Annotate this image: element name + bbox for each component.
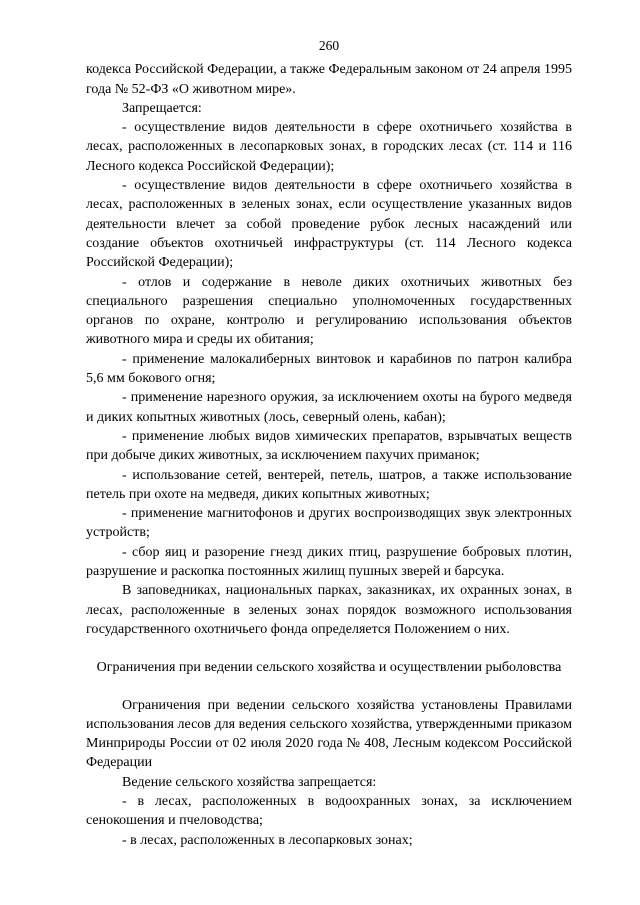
paragraph: Ведение сельского хозяйства запрещается: — [122, 774, 377, 790]
paragraph: Запрещается: — [122, 100, 202, 116]
list-item: - осуществление видов деятельности в сфере охотничьего хозяйства в лесах, расположенных в зеленых зонах, если осуществление указанных видов деятельности влечет за собой проведение рубок лесных насаждений или создание объектов охотничьей инфраструктуры (ст. 114 Лесного кодекса Российской Федерации); — [86, 178, 572, 271]
list-item: - использование сетей, вентерей, петель, шатров, а также использование петель при охоте на медведя, диких копытных животных; — [86, 467, 572, 502]
bottom-text-block — [86, 696, 572, 850]
list-item: - применение малокалиберных винтовок и карабинов по патрон калибра 5,6 мм бокового огня; — [86, 351, 572, 387]
list-item: - осуществление видов деятельности в сфере охотничьего хозяйства в лесах, расположенных в лесопарковых зонах, в городских лесах (ст. 114 и 116 Лесного кодекса Российской Федерации); — [86, 120, 572, 174]
paragraph: Ограничения при ведении сельского хозяйства установлены Правилами использования лесов для ведения сельского хозяйства, утвержденными приказом Минприроды России от 02 июля 2020 года № 408, Лесным кодексом Российской Федерации — [86, 697, 572, 771]
list-item: - применение нарезного оружия, за исключением охоты на бурого медведя и диких копытных животных (лось, северный олень, кабан); — [86, 390, 572, 425]
list-item: - в лесах, расположенных в лесопарковых зонах; — [122, 832, 413, 848]
list-item: - применение магнитофонов и других воспроизводящих звук электронных устройств; — [86, 506, 572, 541]
list-item: - отлов и содержание в неволе диких охотничьих животных без специального разрешения специально уполномоченных государственных органов по охране, контролю и регулированию использования объектов животного мира и среды их обитания; — [86, 274, 572, 348]
list-item: - применение любых видов химических препаратов, взрывчатых веществ при добыче диких животных, за исключением пахучих приманок; — [86, 428, 572, 464]
paragraph: В заповедниках, национальных парках, заказниках, их охранных зонах, в лесах, расположенные в зеленых зонах порядок возможного использования государственного охотничьего фонда определяется Положением о них. — [86, 583, 572, 637]
paragraph: кодекса Российской Федерации, а также Федеральным законом от 24 апреля 1995 года № 52-ФЗ «О животном мире». — [86, 62, 572, 97]
list-item: - в лесах, расположенных в водоохранных зонах, за исключением сенокошения и пчеловодства; — [86, 793, 572, 829]
top-text-block — [86, 60, 572, 639]
section-title: Ограничения при ведении сельского хозяйства и осуществлении рыболовства — [96, 660, 562, 676]
list-item: - сбор яиц и разорение гнезд диких птиц, разрушение бобровых плотин, разрушение и раскопка постоянных жилищ пушных зверей и барсука. — [86, 544, 572, 580]
page-number: 260 — [318, 38, 340, 53]
